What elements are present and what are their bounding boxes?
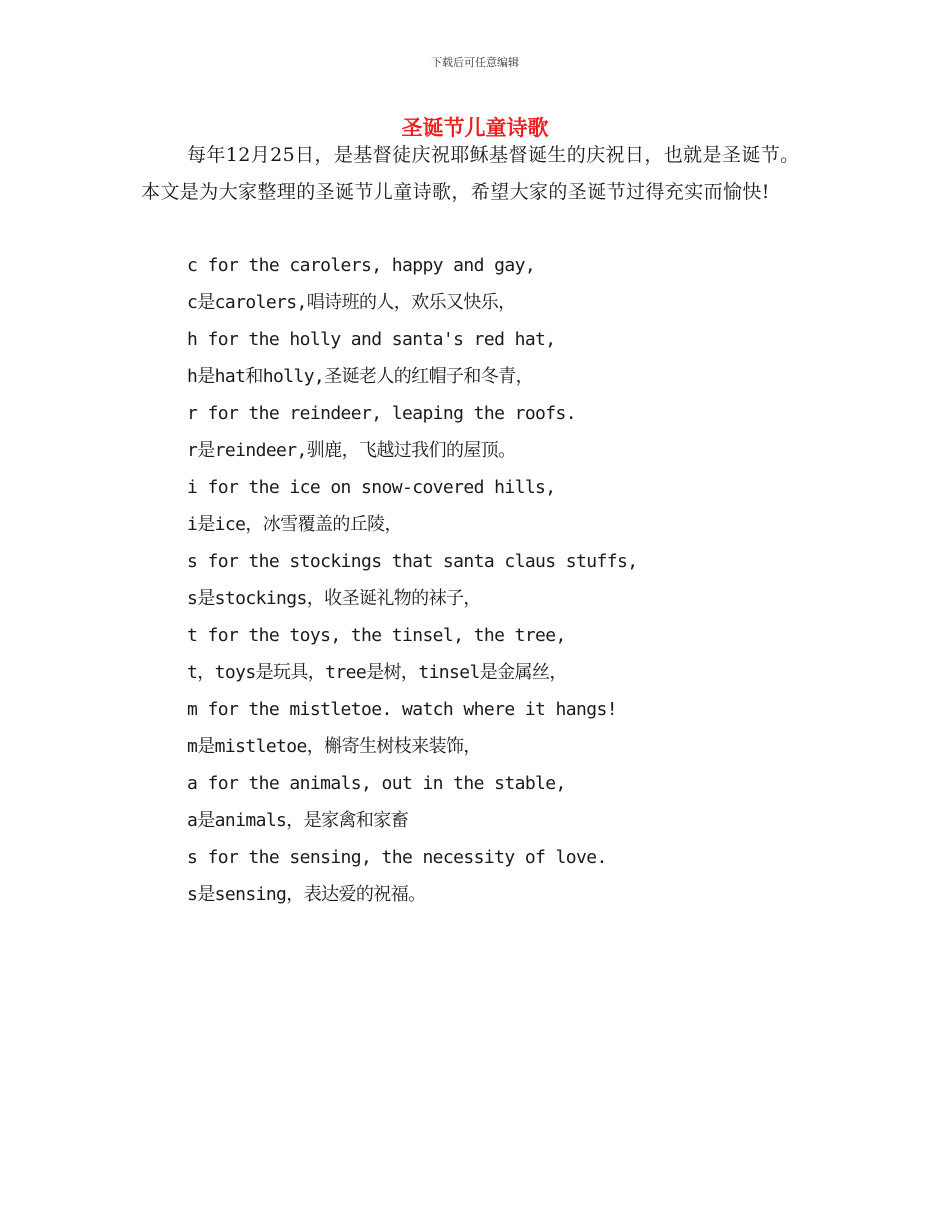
poem-line: h for the holly and santa's red hat, [187,329,556,350]
poem-line: c for the carolers, happy and gay, [187,255,536,276]
poem-line: r for the reindeer, leaping the roofs. [187,403,577,424]
poem-lines [187,247,807,913]
poem-line: t for the toys, the tinsel, the tree, [187,625,566,646]
header-note: 下载后可任意编辑 [431,56,519,69]
document-title: 圣诞节儿童诗歌 [401,115,549,140]
intro-paragraph: 每年12月25日，是基督徒庆祝耶稣基督诞生的庆祝日，也就是圣诞节。本文是为大家整理的圣诞节儿童诗歌，希望大家的圣诞节过得充实而愉快! [141,144,800,203]
poem-line: s for the sensing, the necessity of love. [187,847,607,868]
poem-line: a是animals，是家禽和家畜 [187,810,409,831]
poem-line: i for the ice on snow-covered hills, [187,477,556,498]
poem-line: i是ice，冰雪覆盖的丘陵， [187,514,402,535]
poem-line: s是stockings，收圣诞礼物的袜子， [187,588,481,609]
poem-line: a for the animals, out in the stable, [187,773,566,794]
poem-line: m是mistletoe，槲寄生树枝来装饰， [187,736,481,757]
poem-line: r是reindeer,驯鹿，飞越过我们的屋顶。 [187,440,516,461]
poem-line: t，toys是玩具，tree是树，tinsel是金属丝， [187,662,567,683]
poem-line: h是hat和holly,圣诞老人的红帽子和冬青， [187,366,533,387]
poem-line: m for the mistletoe. watch where it hangs! [187,699,617,720]
poem-line: s是sensing，表达爱的祝福。 [187,884,426,905]
poem-line: c是carolers,唱诗班的人，欢乐又快乐， [187,292,516,313]
poem-line: s for the stockings that santa claus stuffs, [187,551,638,572]
